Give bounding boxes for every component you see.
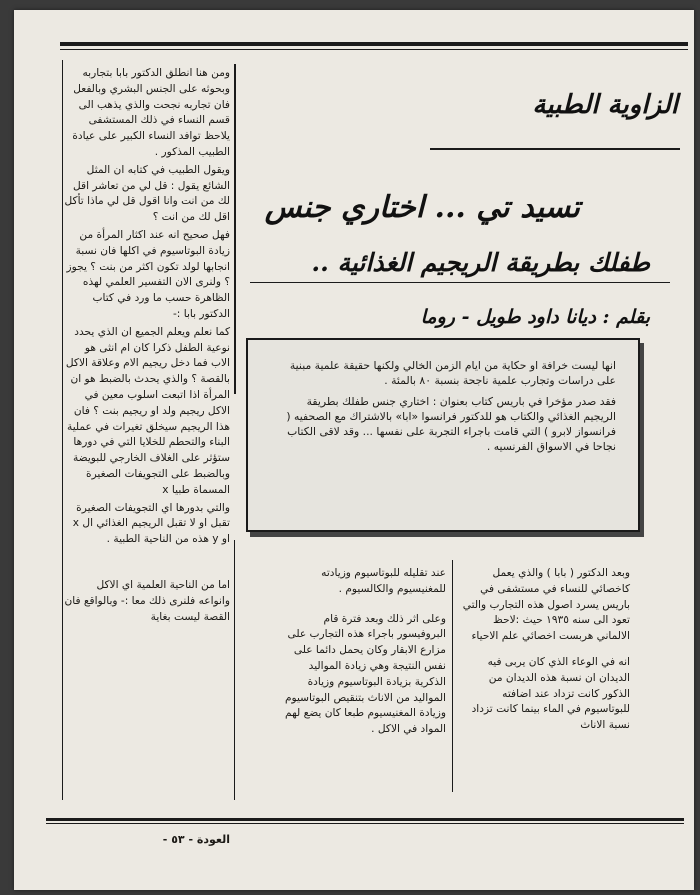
- middle-column: [280, 566, 446, 740]
- headline-line-1: تسيد تي ... اختاري جنس: [264, 190, 580, 225]
- right-paragraph-2: انه في الوعاء الذي كان يربى فيه الديدان ان نسبة هذه الديدان من الذكور كانت تزداد عند اضافته للبوتاسيوم في الماء بينما كانت تزداد نسبة الاناث: [471, 655, 630, 732]
- right-paragraph-1: وبعد الدكتور ( بابا ) والذي يعمل كاخصائي للنساء في مستشفى في باريس يسرد اصول هذه التجارب والتي تعود الى سنه ١٩٣٥ حيث :لاحظ الالماني هربست اخصائي علم الاحياء: [462, 567, 630, 643]
- right-column: [460, 566, 630, 736]
- top-rule: [60, 42, 688, 46]
- intro-paragraph-1: انها ليست خرافة او حكاية من ايام الزمن الخالي ولكنها حقيقة علمية مبنية على دراسات وتجارب علمية ناجحة بنسبة ٨٠ بالمئة .: [289, 359, 616, 387]
- left-paragraph-2: ويقول الطبيب في كتابه ان المثل الشائع يقول : قل لي من تعاشر اقل لك من انت وانا اقول قل لي ماذا تأكل اقل لك من انت ؟: [64, 163, 230, 224]
- left-column-divider-lower: [234, 540, 235, 800]
- intro-box: [246, 338, 640, 532]
- left-column: [64, 66, 230, 627]
- middle-column-divider: [452, 560, 453, 792]
- left-paragraph-4: كما نعلم ويعلم الجميع ان الذي يحدد نوعية الطفل ذكرا كان ام انثى هو الاب فما دخل ريجيم الام وعلاقة الاكل بالقصة ؟ والذي يحدث بالضبط هو ان المرأة اذا اتبعت اسلوب معين في الاكل ريجيم ولد او ريجيم بنت ؟ فان هذا الريجيم سيخلق تغيرات في عملية البناء والتحطم للخلايا التي في دورها ستؤثر على الغلاف الخارجي للبويضة وبالضبط على التجويفات الصغيرة المسماة طبيا x: [65, 325, 230, 496]
- middle-paragraph-1: عند تقليله للبوتاسيوم وزيادته للمغنيسيوم والكالسيوم .: [321, 567, 446, 595]
- section-title: الزاوية الطبية: [532, 90, 678, 120]
- intro-paragraph-2: فقد صدر مؤخرا في باريس كتاب بعنوان : اختاري جنس طفلك بطريقة الريجيم الغذائي والكتاب هو للدكتور فرانسوا «ابا» بالاشتراك مع الصحفيه ( فرانسواز لابرو ) التي قامت باجراء التجربة على نفسها ... وقد لاقى الكتاب نجاحا في الاسواق الفرنسيه .: [286, 395, 616, 453]
- left-paragraph-5: والتي بدورها اي التجويفات الصغيرة تقبل او لا تقبل الريجيم الغذائي ال x او y هذه من الناحية الطبية .: [72, 501, 230, 546]
- left-paragraph-1: ومن هنا انطلق الدكتور بابا بتجاربه وبحوثه على الجنس البشري وبالفعل فان تجاربه نجحت والذي يذهب الى قسم النساء في ذلك المستشفى يلاحظ توافد النساء الكبير على عيادة الطبيب المذكور .: [72, 67, 230, 158]
- left-column-outer-rule: [62, 60, 63, 800]
- byline: بقلم : ديانا داود طويل - روما: [420, 306, 650, 328]
- headline-line-2: طفلك بطريقة الريجيم الغذائية ..: [311, 248, 650, 277]
- intro-box-text: [286, 358, 616, 460]
- top-rule-thin: [60, 49, 688, 50]
- page-footer: العودة - ٥٣ -: [162, 833, 230, 846]
- middle-paragraph-2: وعلى اثر ذلك وبعد فترة قام البروفيسور باجراء هذه التجارب على مزارع الابقار وكان يحمل دائما على نفس النتيجة وهي زيادة المواليد الذكرية بزيادة البوتاسيوم وزيادة المواليد من الاناث بتنقيص البوتاسيوم وزيادة المغنيسيوم طبعا كان يضع لهم المواد في الاكل .: [284, 612, 446, 736]
- bottom-rule: [46, 818, 684, 821]
- left-column-divider: [234, 64, 236, 394]
- headline-underline: [250, 282, 670, 283]
- left-paragraph-6: اما من الناحية العلمية اي الاكل وانواعه فلنرى ذلك معا :- وبالواقع فان القصة ليست بغاية: [64, 578, 230, 623]
- bottom-rule-thin: [46, 823, 684, 824]
- section-underline: [430, 148, 680, 150]
- left-paragraph-3: فهل صحيح انه عند اكثار المرأة من زيادة البوتاسيوم في اكلها فان نسبة انجابها لولد تكون اكثر من بنت ؟ يجوز ؟ ولنرى الان التفسير العلمي لهذه الظاهرة حسب ما ورد في كتاب الدكتور بابا :-: [66, 228, 230, 320]
